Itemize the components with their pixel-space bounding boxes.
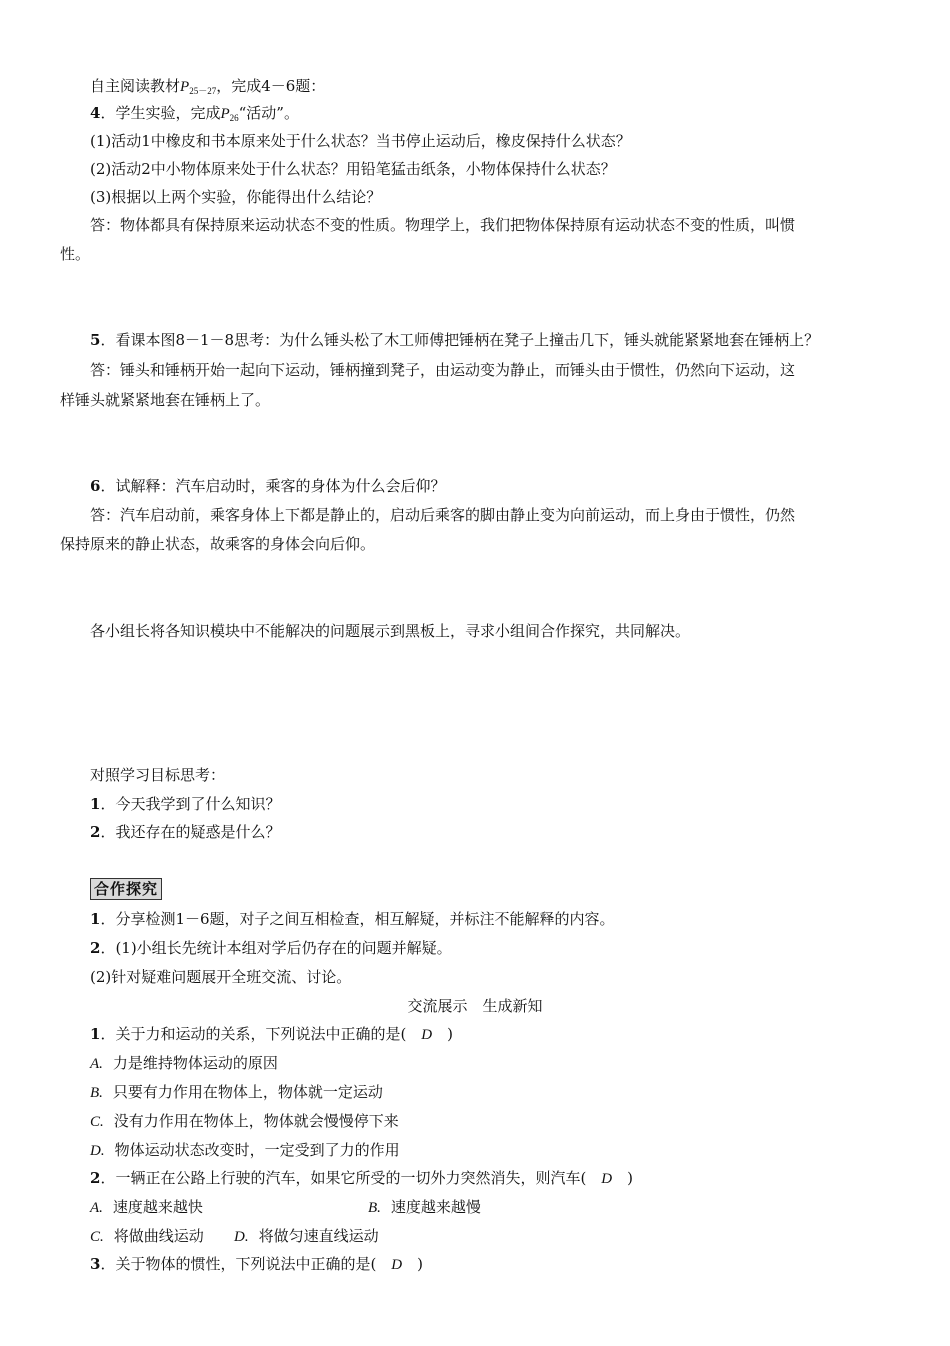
q4-sub3: (3)根据以上两个实验，你能得出什么结论？ xyxy=(90,188,382,206)
reading-intro-prefix: 自主阅读教材 xyxy=(90,77,181,95)
question-4 xyxy=(90,103,299,128)
q6-answer-line2: 保持原来的静止状态，故乘客的身体会向后仰。 xyxy=(60,535,376,553)
q4-answer-line2: 性。 xyxy=(60,245,91,263)
question-number: 2 xyxy=(90,1169,101,1187)
q1-option-b xyxy=(90,1082,383,1103)
page-letter: P xyxy=(180,79,190,95)
page-range: 25－27 xyxy=(189,86,217,96)
q5-answer-line1: 答：锤头和锤柄开始一起向下运动，锤柄撞到凳子，由运动变为静止，而锤头由于惯性，仍然向下运动，这 xyxy=(90,361,796,379)
reflection-heading: 对照学习目标思考： xyxy=(90,766,226,784)
reflection-item-1 xyxy=(90,794,280,814)
question-5 xyxy=(90,330,819,350)
page-number: 26 xyxy=(229,113,239,123)
answer: D xyxy=(421,1027,433,1043)
question-number: 6 xyxy=(90,477,101,495)
option-letter: D. xyxy=(90,1143,105,1159)
q4-sub1: (1)活动1中橡皮和书本原来处于什么状态？当书停止运动后，橡皮保持什么状态？ xyxy=(90,132,631,150)
item-text: ．(1)小组长先统计本组对学后仍存在的问题并解疑。 xyxy=(100,939,452,957)
question-close: ) xyxy=(402,1255,423,1273)
q4-sub2: (2)活动2中小物体原来处于什么状态？用铅笔猛击纸条，小物体保持什么状态？ xyxy=(90,160,616,178)
item-text: ．我还存在的疑惑是什么？ xyxy=(100,823,281,841)
item-text: ．今天我学到了什么知识？ xyxy=(100,795,281,813)
exchange-heading: 交流展示 生成新知 xyxy=(407,997,543,1015)
option-text: 将做曲线运动 xyxy=(113,1227,204,1245)
cooperation-item-1 xyxy=(90,909,615,929)
option-text: 速度越来越慢 xyxy=(390,1198,481,1216)
item-text: ．分享检测1－6题，对子之间互相检查，相互解疑，并标注不能解释的内容。 xyxy=(100,910,615,928)
cooperation-item-2 xyxy=(90,938,452,958)
item-number: 2 xyxy=(90,823,101,841)
question-stem: ．关于力和运动的关系，下列说法中正确的是( xyxy=(100,1025,422,1043)
mc-question-2 xyxy=(90,1168,633,1189)
question-text: ．看课本图8－1－8思考：为什么锤头松了木工师傅把锤柄在凳子上撞击几下，锤头就能紧紧地套在锤柄上？ xyxy=(100,331,820,349)
question-close: ) xyxy=(432,1025,453,1043)
q6-answer-line1: 答：汽车启动前，乘客身体上下都是静止的，启动后乘客的脚由静止变为向前运动，而上身由于惯性，仍然 xyxy=(90,506,796,524)
question-stem: ．关于物体的惯性，下列说法中正确的是( xyxy=(100,1255,392,1273)
q2-option-d xyxy=(234,1226,379,1247)
reflection-item-2 xyxy=(90,822,280,842)
option-letter: D. xyxy=(234,1229,249,1245)
q4-answer-line1: 答：物体都具有保持原来运动状态不变的性质。物理学上，我们把物体保持原有运动状态不变的性质，叫惯 xyxy=(90,216,796,234)
option-letter: C. xyxy=(90,1114,104,1130)
option-text: 力是维持物体运动的原因 xyxy=(112,1054,278,1072)
reading-page-ref xyxy=(180,79,216,95)
question-number: 4 xyxy=(90,104,101,122)
q1-option-c xyxy=(90,1111,399,1132)
reading-intro xyxy=(90,76,325,101)
item-number: 1 xyxy=(90,795,101,813)
item-number: 1 xyxy=(90,910,101,928)
reading-intro-suffix: ，完成4－6题： xyxy=(216,77,326,95)
q5-answer-line2: 样锤头就紧紧地套在锤柄上了。 xyxy=(60,391,271,409)
question-6 xyxy=(90,476,445,496)
q2-option-a xyxy=(90,1197,203,1218)
cooperation-badge: 合作探究 xyxy=(90,878,162,900)
mc-question-1 xyxy=(90,1024,453,1045)
page-ref xyxy=(220,106,238,122)
question-number: 1 xyxy=(90,1025,101,1043)
question-text: ．试解释：汽车启动时，乘客的身体为什么会后仰？ xyxy=(100,477,446,495)
question-close: ) xyxy=(612,1169,633,1187)
q2-option-c xyxy=(90,1226,204,1247)
option-text: 没有力作用在物体上，物体就会慢慢停下来 xyxy=(113,1112,399,1130)
option-text: 将做匀速直线运动 xyxy=(258,1227,379,1245)
item-number: 2 xyxy=(90,939,101,957)
option-letter: A. xyxy=(90,1200,103,1216)
option-letter: B. xyxy=(90,1085,103,1101)
group-note: 各小组长将各知识模块中不能解决的问题展示到黑板上，寻求小组间合作探究，共同解决。 xyxy=(90,622,691,640)
option-letter: B. xyxy=(368,1200,381,1216)
option-letter: A. xyxy=(90,1056,103,1072)
q2-option-b xyxy=(368,1197,481,1218)
option-text: 物体运动状态改变时，一定受到了力的作用 xyxy=(114,1141,400,1159)
option-text: 只要有力作用在物体上，物体就一定运动 xyxy=(112,1083,383,1101)
question-text-suffix: “活动”。 xyxy=(238,104,299,122)
cooperation-item-2-sub2: (2)针对疑难问题展开全班交流、讨论。 xyxy=(90,968,352,986)
option-text: 速度越来越快 xyxy=(112,1198,203,1216)
option-letter: C. xyxy=(90,1229,104,1245)
question-number: 3 xyxy=(90,1255,101,1273)
question-stem: ．一辆正在公路上行驶的汽车，如果它所受的一切外力突然消失，则汽车( xyxy=(100,1169,602,1187)
question-text: ．学生实验，完成 xyxy=(100,104,221,122)
q1-option-d xyxy=(90,1140,400,1161)
answer: D xyxy=(601,1171,613,1187)
answer: D xyxy=(391,1257,403,1273)
question-number: 5 xyxy=(90,331,101,349)
q1-option-a xyxy=(90,1053,278,1074)
page-letter: P xyxy=(220,106,230,122)
mc-question-3 xyxy=(90,1254,423,1275)
